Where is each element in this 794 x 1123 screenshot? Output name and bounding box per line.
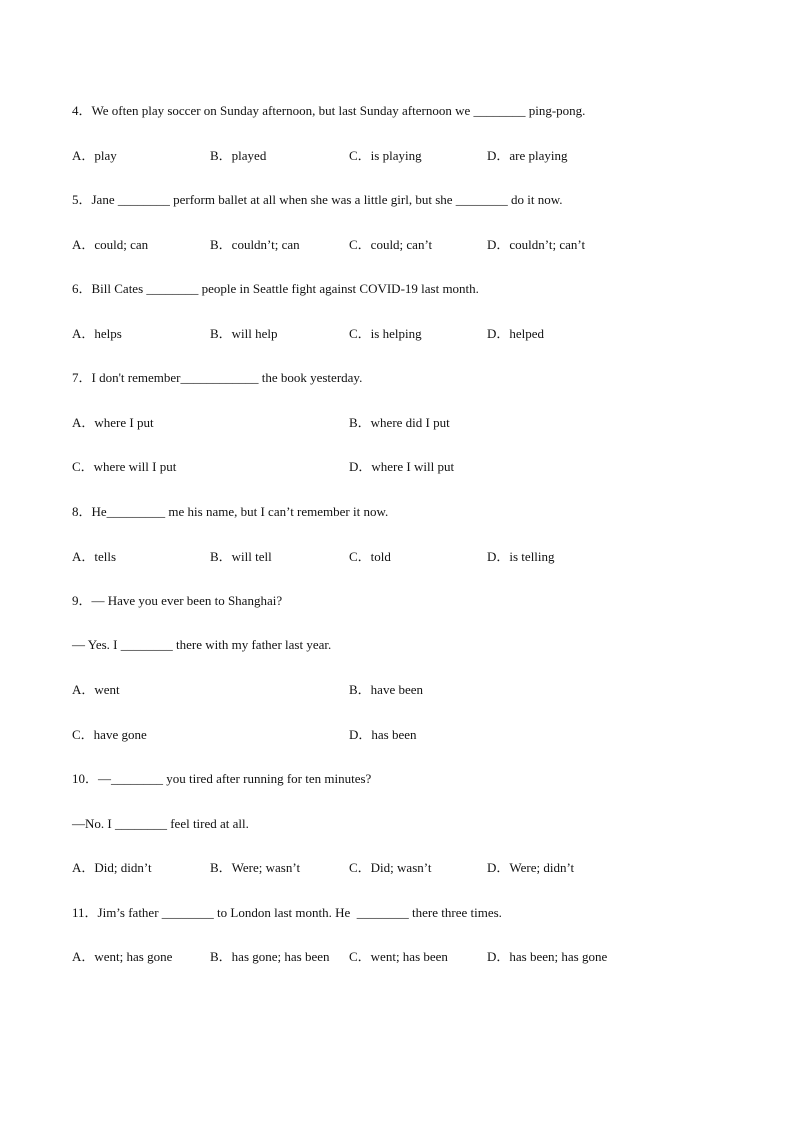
question-4-option-b: B．played [210, 148, 267, 163]
question-5-option-a: A．could; can [72, 237, 149, 252]
question-10-option-d: D．Were; didn’t [487, 860, 575, 875]
question-6-option-d: D．helped [487, 326, 545, 341]
question-4-stem: 4．We often play soccer on Sunday afternoon, but last Sunday afternoon we ________ ping-pong. [72, 103, 586, 118]
question-9-stem: 9．— Have you ever been to Shanghai? [72, 593, 283, 608]
question-10-response: —No. I ________ feel tired at all. [72, 816, 249, 831]
question-4-option-c: C．is playing [349, 148, 422, 163]
question-8-stem: 8．He_________ me his name, but I can’t remember it now. [72, 504, 389, 519]
question-10-stem: 10．—________ you tired after running for ten minutes? [72, 771, 372, 786]
question-6-stem: 6．Bill Cates ________ people in Seattle fight against COVID-19 last month. [72, 281, 479, 296]
question-5-option-b: B．couldn’t; can [210, 237, 300, 252]
question-7-option-b: B．where did I put [349, 415, 450, 430]
question-7-option-c: C．where will I put [72, 459, 177, 474]
question-5-option-d: D．couldn’t; can’t [487, 237, 586, 252]
question-6-option-c: C．is helping [349, 326, 422, 341]
question-11-stem: 11．Jim’s father ________ to London last month. He ________ there three times. [72, 905, 502, 920]
question-7-option-a: A．where I put [72, 415, 154, 430]
question-11-option-c: C．went; has been [349, 949, 448, 964]
question-4-option-a: A．play [72, 148, 117, 163]
question-8-option-a: A．tells [72, 549, 117, 564]
question-8-option-c: C．told [349, 549, 391, 564]
question-9-option-c: C．have gone [72, 727, 147, 742]
question-9-response: — Yes. I ________ there with my father last year. [72, 637, 332, 652]
question-9-option-d: D．has been [349, 727, 417, 742]
question-11-option-b: B．has gone; has been [210, 949, 330, 964]
question-7-stem: 7．I don't remember____________ the book yesterday. [72, 370, 363, 385]
question-7-option-d: D．where I will put [349, 459, 455, 474]
question-8-option-d: D．is telling [487, 549, 555, 564]
question-10-option-a: A．Did; didn’t [72, 860, 152, 875]
question-11-option-d: D．has been; has gone [487, 949, 608, 964]
question-11-option-a: A．went; has gone [72, 949, 173, 964]
question-10-option-b: B．Were; wasn’t [210, 860, 301, 875]
question-6-option-b: B．will help [210, 326, 278, 341]
question-9-option-b: B．have been [349, 682, 424, 697]
question-6-option-a: A．helps [72, 326, 122, 341]
question-8-option-b: B．will tell [210, 549, 272, 564]
question-5-stem: 5．Jane ________ perform ballet at all when she was a little girl, but she ________ do it now. [72, 192, 563, 207]
question-5-option-c: C．could; can’t [349, 237, 433, 252]
question-4-option-d: D．are playing [487, 148, 568, 163]
question-10-option-c: C．Did; wasn’t [349, 860, 432, 875]
question-9-option-a: A．went [72, 682, 120, 697]
